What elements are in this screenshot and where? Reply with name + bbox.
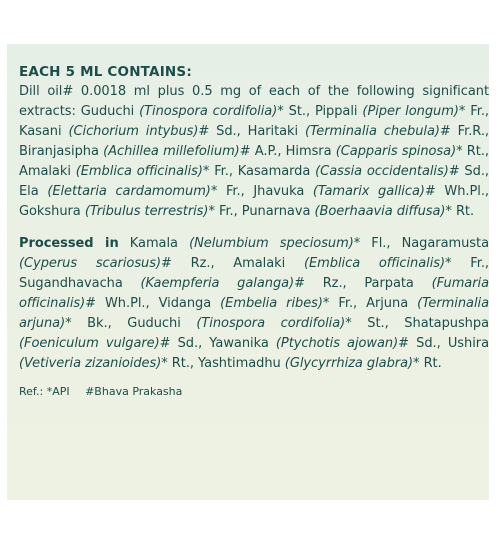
botanical-name: (Kaempferia galanga) — [140, 276, 295, 291]
botanical-name: (Piper longum) — [362, 104, 459, 119]
botanical-name: (Cassia occidentalis) — [315, 164, 449, 179]
botanical-name: (Boerhaavia diffusa) — [314, 204, 446, 219]
botanical-name: (Cichorium intybus) — [68, 124, 199, 139]
botanical-name: (Tinospora cordifolia) — [139, 104, 278, 119]
botanical-name: (Achillea millefolium) — [103, 144, 240, 159]
botanical-name: (Emblica officinalis) — [303, 256, 446, 271]
reference-api: Ref.: *API — [19, 385, 70, 398]
botanical-name: (Tamarix gallica) — [312, 184, 425, 199]
ingredients-paragraph: Dill oil# 0.0018 ml plus 0.5 mg of each of the following significant extracts: Guduchi (Tinospora cordifolia)* St., Pippali (Piper longum)* Fr., Kasani (Cichorium intybus)# Sd., Haritaki (Terminalia chebula)# Fr.R., Biranjasipha (Achillea millefolium)# A.P., Himsra (Capparis spinosa)* Rt., Amalaki (Emblica officinalis)* Fr., Kasamarda (Cassia occidentalis)# Sd., Ela (Elettaria cardamomum)* Fr., Jhavuka (Tamarix gallica)# Wh.Pl., Gokshura (Tribulus terrestris)* Fr., Punarnava (Boerhaavia diffusa)* Rt. — [19, 84, 489, 219]
ingredients-panel — [7, 44, 489, 500]
botanical-name: (Fumaria officinalis) — [19, 276, 489, 311]
botanical-name: (Glycyrrhiza glabra) — [284, 356, 414, 371]
botanical-name: (Embelia ribes) — [220, 296, 323, 311]
botanical-name: (Ptychotis ajowan) — [275, 336, 399, 351]
botanical-name: (Tinospora cordifolia) — [196, 316, 346, 331]
contents-heading: EACH 5 ML CONTAINS: — [19, 64, 192, 80]
reference-footnote — [19, 384, 489, 400]
reference-bhava-prakasha: #Bhava Prakasha — [85, 385, 183, 398]
botanical-name: (Nelumbium speciosum) — [189, 236, 354, 251]
processed-in-paragraph — [19, 234, 489, 374]
botanical-name: (Terminalia chebula) — [305, 124, 440, 139]
botanical-name: (Vetiveria zizanioides) — [19, 356, 162, 371]
botanical-name: (Foeniculum vulgare) — [19, 336, 160, 351]
processed-in-text: Kamala (Nelumbium speciosum)* Fl., Nagaramusta (Cyperus scariosus)# Rz., Amalaki (Emblica officinalis)* Fr., Sugandhavacha (Kaempferia galanga)# Rz., Parpata (Fumaria officinalis)# Wh.Pl., Vidanga (Embelia ribes)* Fr., Arjuna (Terminalia arjuna)* Bk., Guduchi (Tinospora cordifolia)* St., Shatapushpa (Foeniculum vulgare)# Sd., Yawanika (Ptychotis ajowan)# Sd., Ushira (Vetiveria zizanioides)* Rt., Yashtimadhu (Glycyrrhiza glabra)* Rt. — [19, 236, 490, 371]
botanical-name: (Terminalia arjuna) — [19, 296, 489, 331]
botanical-name: (Cyperus scariosus) — [19, 256, 161, 271]
botanical-name: (Elettaria cardamomum) — [47, 184, 211, 199]
processed-in-label: Processed in — [19, 236, 119, 251]
botanical-name: (Emblica officinalis) — [75, 164, 203, 179]
botanical-name: (Capparis spinosa) — [335, 144, 457, 159]
botanical-name: (Tribulus terrestris) — [84, 204, 209, 219]
